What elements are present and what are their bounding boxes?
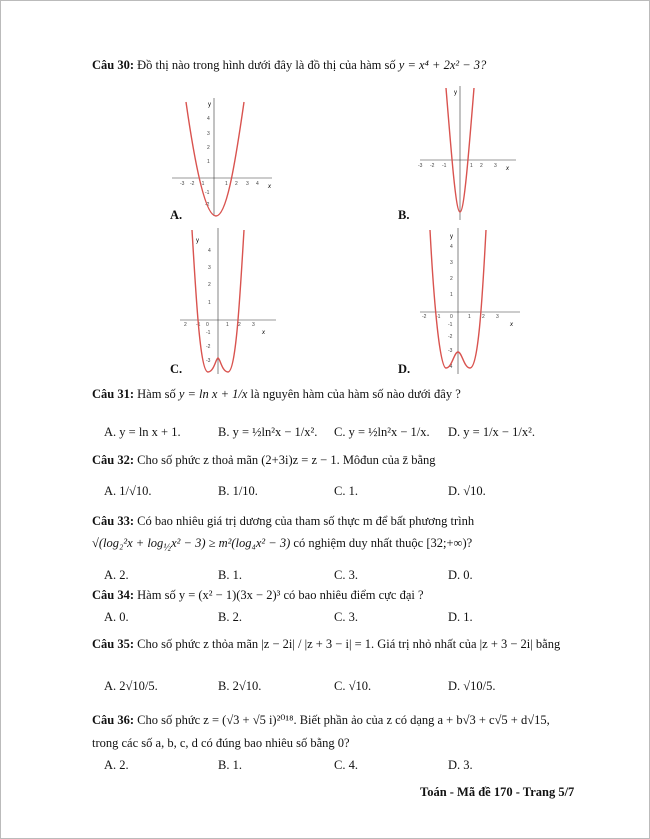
q31-text-pre: Hàm số bbox=[137, 387, 176, 401]
q32-option-c[interactable]: C. 1. bbox=[334, 484, 358, 498]
q35-label: Câu 35: bbox=[92, 637, 135, 651]
svg-text:y: y bbox=[450, 234, 453, 240]
q33-option-b[interactable]: B. 1. bbox=[218, 568, 242, 582]
svg-text:0: 0 bbox=[206, 322, 209, 328]
q36-option-c[interactable]: C. 4. bbox=[334, 758, 358, 772]
q33-option-c[interactable]: C. 3. bbox=[334, 568, 358, 582]
svg-text:-1: -1 bbox=[206, 330, 211, 336]
graph-c-label: C. bbox=[170, 362, 183, 376]
q30-label: Câu 30: bbox=[92, 58, 135, 72]
svg-text:-3: -3 bbox=[206, 358, 211, 364]
q32-option-b[interactable]: B. 1/10. bbox=[218, 484, 258, 498]
q36-option-b[interactable]: B. 1. bbox=[218, 758, 242, 772]
svg-text:1: 1 bbox=[208, 300, 211, 306]
svg-text:-2: -2 bbox=[422, 314, 427, 320]
svg-text:3: 3 bbox=[496, 314, 499, 320]
q34-option-d[interactable]: D. 1. bbox=[448, 610, 473, 624]
svg-text:2: 2 bbox=[184, 322, 187, 328]
svg-text:1: 1 bbox=[450, 292, 453, 298]
svg-text:3: 3 bbox=[208, 265, 211, 271]
q35-option-a[interactable]: A. 2√10/5. bbox=[104, 679, 158, 693]
q34-stem bbox=[92, 588, 424, 603]
svg-text:-2: -2 bbox=[190, 181, 195, 187]
q30-formula: y = x⁴ + 2x² − 3? bbox=[398, 58, 487, 72]
q34-label: Câu 34: bbox=[92, 588, 135, 602]
q36-option-a[interactable]: A. 2. bbox=[104, 758, 129, 772]
q33-text: Có bao nhiêu giá trị dương của tham số thực m để bất phương trình bbox=[137, 514, 475, 528]
svg-text:y: y bbox=[454, 90, 457, 96]
graph-d bbox=[416, 226, 526, 376]
q33-text2: có nghiệm duy nhất thuộc [32;+∞)? bbox=[293, 536, 473, 550]
svg-text:3: 3 bbox=[207, 131, 210, 137]
q33-option-a[interactable]: A. 2. bbox=[104, 568, 129, 582]
q34-option-b[interactable]: B. 2. bbox=[218, 610, 242, 624]
q36-label: Câu 36: bbox=[92, 713, 135, 727]
q32-stem bbox=[92, 453, 436, 468]
q34-option-c[interactable]: C. 3. bbox=[334, 610, 358, 624]
svg-text:3: 3 bbox=[494, 163, 497, 169]
svg-text:-1: -1 bbox=[200, 181, 205, 187]
q34-text: Hàm số y = (x² − 1)(3x − 2)³ có bao nhiêu điểm cực đại ? bbox=[137, 588, 424, 602]
svg-text:1: 1 bbox=[470, 163, 473, 169]
svg-text:x: x bbox=[506, 166, 509, 172]
q31-func: y = ln x + 1/x bbox=[178, 387, 248, 401]
svg-text:0: 0 bbox=[450, 314, 453, 320]
svg-text:2: 2 bbox=[480, 163, 483, 169]
svg-text:-1: -1 bbox=[448, 322, 453, 328]
svg-text:2: 2 bbox=[450, 276, 453, 282]
graph-c bbox=[172, 226, 282, 376]
q33-inequality: $√(\log_2^2x + \log_{\frac{1}{2}}x^2 - 3) \ge m^2(\log_4x^2 - 3)$ có nghiệm duy nhất thuộc [32;+∞)? bbox=[92, 536, 473, 554]
q33-label: Câu 33: bbox=[92, 514, 135, 528]
q36-text: Cho số phức z = (√3 + √5 i)²⁰¹⁸. Biết phần ảo của z có dạng a + b√3 + c√5 + d√15, bbox=[137, 713, 550, 727]
page-footer: Toán - Mã đề 170 - Trang 5/7 bbox=[420, 785, 575, 799]
svg-text:-2: -2 bbox=[430, 163, 435, 169]
q36-stem bbox=[92, 712, 550, 728]
svg-text:-2: -2 bbox=[448, 334, 453, 340]
q35-option-b[interactable]: B. 2√10. bbox=[218, 679, 262, 693]
svg-text:2: 2 bbox=[207, 145, 210, 151]
q31-label: Câu 31: bbox=[92, 387, 135, 401]
svg-text:-1: -1 bbox=[196, 322, 201, 328]
svg-text:-2: -2 bbox=[205, 202, 210, 208]
svg-text:x: x bbox=[510, 322, 513, 328]
q30-text: Đồ thị nào trong hình dưới đây là đồ thị của hàm số bbox=[137, 58, 396, 72]
svg-text:-1: -1 bbox=[436, 314, 441, 320]
svg-text:1: 1 bbox=[207, 159, 210, 165]
svg-text:4: 4 bbox=[207, 116, 210, 122]
svg-text:-2: -2 bbox=[206, 344, 211, 350]
q34-option-a[interactable]: A. 0. bbox=[104, 610, 129, 624]
svg-text:1: 1 bbox=[225, 181, 228, 187]
q36-text2: trong các số a, b, c, d có đúng bao nhiêu số bằng 0? bbox=[92, 736, 350, 750]
q36-option-d[interactable]: D. 3. bbox=[448, 758, 473, 772]
svg-text:3: 3 bbox=[252, 322, 255, 328]
svg-text:2: 2 bbox=[208, 282, 211, 288]
q31-option-a[interactable]: A. y = ln x + 1. bbox=[104, 425, 181, 439]
graph-d-label: D. bbox=[398, 362, 411, 376]
svg-text:2: 2 bbox=[235, 181, 238, 187]
svg-text:3: 3 bbox=[450, 260, 453, 266]
svg-text:1: 1 bbox=[468, 314, 471, 320]
q31-option-b[interactable]: B. y = ½ln²x − 1/x². bbox=[218, 425, 318, 439]
q31-option-d[interactable]: D. y = 1/x − 1/x². bbox=[448, 425, 535, 439]
q35-option-d[interactable]: D. √10/5. bbox=[448, 679, 496, 693]
q35-stem bbox=[92, 637, 560, 652]
q33-stem bbox=[92, 514, 474, 529]
svg-text:-4: -4 bbox=[448, 364, 453, 370]
q30-stem bbox=[92, 58, 486, 73]
q32-option-a[interactable]: A. 1/√10. bbox=[104, 484, 152, 498]
q32-text: Cho số phức z thoả mãn (2+3i)z = z − 1. Môđun của z̄ bằng bbox=[137, 453, 436, 467]
svg-text:1: 1 bbox=[226, 322, 229, 328]
q33-option-d[interactable]: D. 0. bbox=[448, 568, 473, 582]
svg-text:-1: -1 bbox=[442, 163, 447, 169]
svg-text:-1: -1 bbox=[205, 190, 210, 196]
svg-text:2: 2 bbox=[482, 314, 485, 320]
q32-option-d[interactable]: D. √10. bbox=[448, 484, 486, 498]
svg-text:4: 4 bbox=[450, 244, 453, 250]
q31-option-c[interactable]: C. y = ½ln²x − 1/x. bbox=[334, 425, 430, 439]
svg-text:x: x bbox=[262, 330, 265, 336]
q31-stem bbox=[92, 387, 461, 402]
q31-text-post: là nguyên hàm của hàm số nào dưới đây ? bbox=[250, 387, 461, 401]
svg-text:4: 4 bbox=[208, 248, 211, 254]
svg-text:y: y bbox=[208, 102, 211, 108]
graph-a-label: A. bbox=[170, 208, 183, 222]
svg-text:4: 4 bbox=[256, 181, 259, 187]
svg-text:y: y bbox=[196, 238, 199, 244]
graph-b bbox=[412, 82, 522, 222]
svg-text:-3: -3 bbox=[418, 163, 423, 169]
svg-text:-3: -3 bbox=[448, 348, 453, 354]
svg-text:x: x bbox=[268, 184, 271, 190]
svg-text:3: 3 bbox=[246, 181, 249, 187]
svg-text:2: 2 bbox=[238, 322, 241, 328]
graph-b-label: B. bbox=[398, 208, 410, 222]
q32-label: Câu 32: bbox=[92, 453, 135, 467]
q35-text: Cho số phức z thỏa mãn |z − 2i| / |z + 3 − i| = 1. Giá trị nhỏ nhất của |z + 3 − 2i| bằng bbox=[137, 637, 561, 651]
svg-text:-3: -3 bbox=[180, 181, 185, 187]
q35-option-c[interactable]: C. √10. bbox=[334, 679, 372, 693]
graph-a bbox=[172, 92, 282, 222]
